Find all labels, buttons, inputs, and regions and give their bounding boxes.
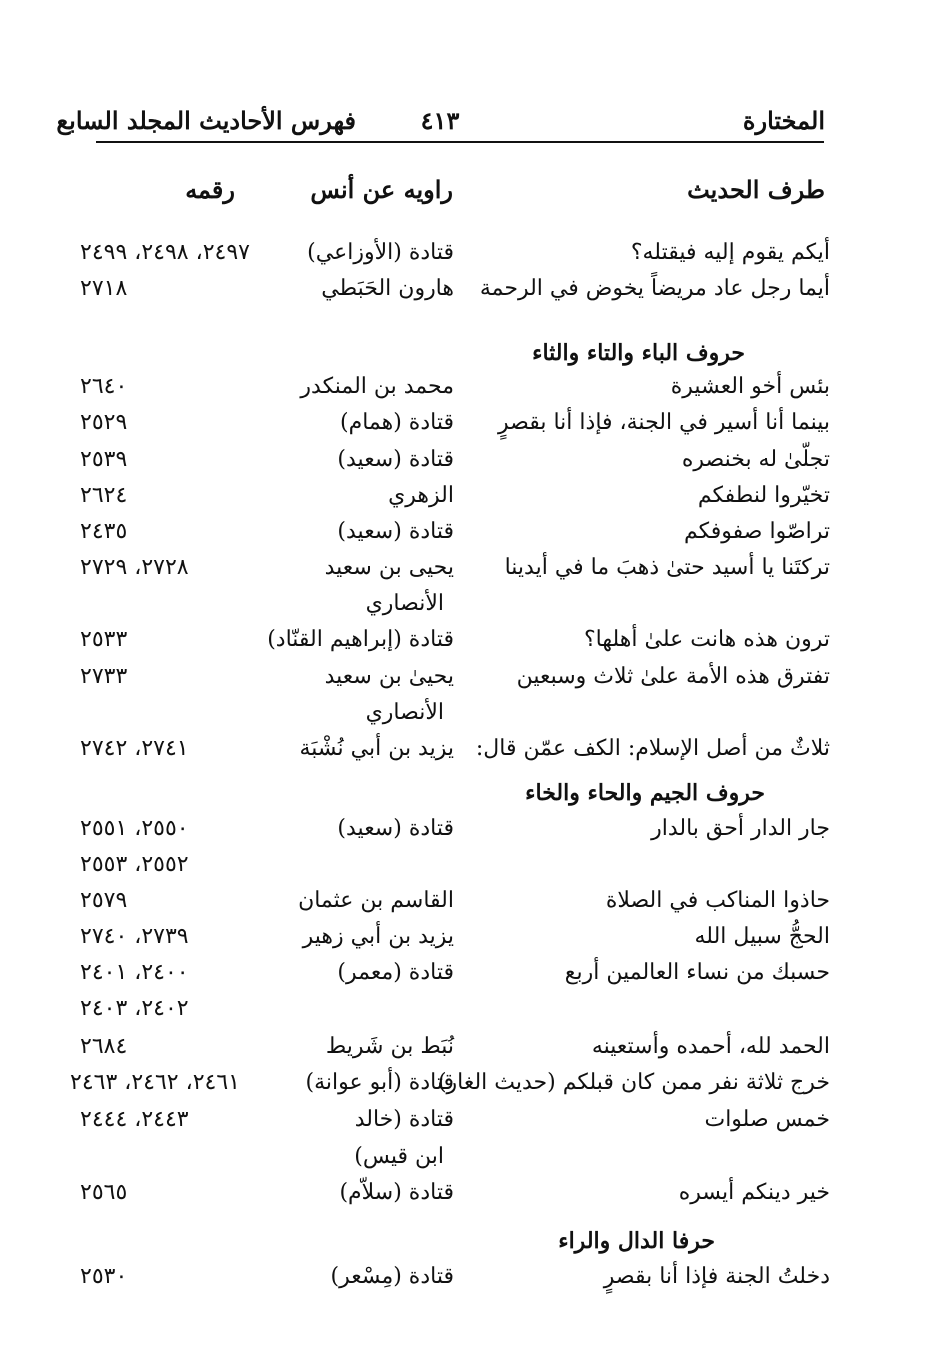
index-row bbox=[80, 555, 830, 591]
hadith-text: الحمد لله، أحمده وأستعينه bbox=[591, 1034, 830, 1059]
index-row bbox=[80, 1107, 830, 1143]
hadith-text: جار الدار أحق بالدار bbox=[651, 816, 830, 841]
index-row bbox=[80, 736, 830, 772]
hadith-number: ٢٦٢٤ bbox=[80, 483, 128, 508]
hadith-text: خرج ثلاثة نفر ممن كان قبلكم (حديث الغار) bbox=[437, 1070, 830, 1095]
index-row bbox=[80, 664, 830, 700]
narrator: يحيى بن سعيد bbox=[324, 555, 454, 580]
hadith-text: بينما أنا أسير في الجنة، فإذا أنا بقصرٍ bbox=[498, 410, 830, 435]
hadith-number: ٢٤٦١، ٢٤٦٢، ٢٤٦٣ bbox=[70, 1070, 240, 1095]
column-header-narrator: راويه عن أنس bbox=[310, 175, 453, 204]
hadith-text: دخلتُ الجنة فإذا أنا بقصرٍ bbox=[603, 1264, 830, 1289]
narrator: هارون الحَبَطي bbox=[321, 276, 454, 301]
index-row bbox=[80, 447, 830, 483]
hadith-number: ٢٥٣٩ bbox=[80, 447, 128, 472]
narrator: يزيد بن أبي نُشْبَة bbox=[299, 736, 454, 761]
hadith-text: تركتَنا يا أسيد حتىٰ ذهبَ ما في أيدينا bbox=[504, 555, 830, 580]
header-rule bbox=[96, 141, 824, 143]
index-row bbox=[80, 374, 830, 410]
index-row bbox=[80, 483, 830, 519]
hadith-number: ٢٧٣٩، ٢٧٤٠ bbox=[80, 924, 189, 949]
index-row bbox=[80, 519, 830, 555]
section-heading: حروف الجيم والحاء والخاء bbox=[525, 780, 765, 806]
narrator: قتادة (مِسْعر) bbox=[330, 1264, 454, 1289]
narrator: قتادة (سعيد) bbox=[337, 816, 454, 841]
narrator: قتادة (معمر) bbox=[337, 960, 454, 985]
hadith-text: حاذوا المناكب في الصلاة bbox=[605, 888, 830, 913]
index-row bbox=[80, 240, 830, 276]
index-row bbox=[80, 816, 830, 852]
index-row bbox=[80, 1264, 830, 1300]
hadith-number: ٢٥٢٩ bbox=[80, 410, 128, 435]
index-row bbox=[80, 410, 830, 446]
index-row bbox=[80, 700, 830, 736]
narrator: قتادة (سلاّم) bbox=[339, 1180, 454, 1205]
index-row bbox=[80, 591, 830, 627]
index-row bbox=[80, 924, 830, 960]
index-row bbox=[80, 627, 830, 663]
hadith-number: ٢٦٨٤ bbox=[80, 1034, 128, 1059]
hadith-number: ٢٥٥٢، ٢٥٥٣ bbox=[80, 852, 189, 877]
hadith-number: ٢٤٣٥ bbox=[80, 519, 128, 544]
narrator: الأنصاري bbox=[365, 700, 444, 725]
index-row bbox=[80, 888, 830, 924]
index-row bbox=[80, 276, 830, 312]
narrator: قتادة (إبراهيم القنّاد) bbox=[267, 627, 454, 652]
running-header-book: المختارة bbox=[742, 106, 825, 135]
page-number: ٤١٣ bbox=[420, 106, 460, 135]
hadith-text: تخيّروا لنطفكم bbox=[697, 483, 830, 508]
hadith-number: ٢٧٤١، ٢٧٤٢ bbox=[80, 736, 189, 761]
hadith-text: ترون هذه هانت علىٰ أهلها؟ bbox=[584, 627, 830, 652]
hadith-text: أيما رجل عاد مريضاً يخوض في الرحمة bbox=[479, 276, 830, 301]
hadith-number: ٢٧١٨ bbox=[80, 276, 128, 301]
hadith-text: ثلاثٌ من أصل الإسلام: الكف عمّن قال: bbox=[475, 736, 830, 761]
hadith-number: ٢٤٩٧، ٢٤٩٨، ٢٤٩٩ bbox=[80, 240, 250, 265]
hadith-number: ٢٦٤٠ bbox=[80, 374, 128, 399]
narrator: قتادة (سعيد) bbox=[337, 519, 454, 544]
column-header-hadith: طرف الحديث bbox=[687, 175, 825, 204]
index-row bbox=[80, 1144, 830, 1180]
hadith-text: حسبك من نساء العالمين أربع bbox=[564, 960, 830, 985]
narrator: محمد بن المنكدر bbox=[300, 374, 454, 399]
hadith-number: ٢٥٣٠ bbox=[80, 1264, 128, 1289]
hadith-number: ٢٥٦٥ bbox=[80, 1180, 128, 1205]
hadith-text: تجلّىٰ له بخنصره bbox=[681, 447, 830, 472]
hadith-number: ٢٤٤٣، ٢٤٤٤ bbox=[80, 1107, 189, 1132]
narrator: ابن قيس) bbox=[354, 1144, 444, 1169]
narrator: قتادة (سعيد) bbox=[337, 447, 454, 472]
index-row bbox=[80, 1180, 830, 1216]
hadith-number: ٢٤٠٢، ٢٤٠٣ bbox=[80, 996, 189, 1021]
hadith-text: خير دينكم أيسره bbox=[678, 1180, 830, 1205]
narrator: الزهري bbox=[388, 483, 454, 508]
narrator: قتادة (الأوزاعي) bbox=[307, 240, 454, 265]
hadith-text: خمس صلوات bbox=[704, 1107, 830, 1132]
hadith-text: تراصّوا صفوفكم bbox=[683, 519, 830, 544]
section-heading: حرفا الدال والراء bbox=[558, 1228, 715, 1254]
hadith-number: ٢٥٧٩ bbox=[80, 888, 128, 913]
narrator: القاسم بن عثمان bbox=[298, 888, 454, 913]
narrator: قتادة (همام) bbox=[340, 410, 454, 435]
hadith-text: تفترق هذه الأمة علىٰ ثلاث وسبعين bbox=[516, 664, 830, 689]
index-row bbox=[80, 852, 830, 888]
hadith-text: أيكم يقوم إليه فيقتله؟ bbox=[630, 240, 830, 265]
hadith-text: الحجُّ سبيل الله bbox=[694, 924, 830, 949]
hadith-number: ٢٧٢٨، ٢٧٢٩ bbox=[80, 555, 189, 580]
hadith-number: ٢٥٣٣ bbox=[80, 627, 128, 652]
section-heading: حروف الباء والتاء والثاء bbox=[532, 340, 745, 366]
column-header-number: رقمه bbox=[185, 175, 235, 204]
running-header-subtitle: فهرس الأحاديث المجلد السابع bbox=[56, 106, 356, 135]
hadith-number: ٢٥٥٠، ٢٥٥١ bbox=[80, 816, 189, 841]
narrator: الأنصاري bbox=[365, 591, 444, 616]
index-row bbox=[80, 960, 830, 996]
narrator: يحيىٰ بن سعيد bbox=[324, 664, 454, 689]
narrator: قتادة (خالد bbox=[354, 1107, 454, 1132]
hadith-text: بئس أخو العشيرة bbox=[670, 374, 830, 399]
index-row bbox=[80, 1034, 830, 1070]
index-row bbox=[80, 996, 830, 1032]
narrator: يزيد بن أبي زهير bbox=[302, 924, 454, 949]
narrator: نُبَط بن شَريط bbox=[325, 1034, 454, 1059]
hadith-number: ٢٧٣٣ bbox=[80, 664, 128, 689]
index-row bbox=[70, 1070, 830, 1106]
narrator: قتادة (أبو عوانة) bbox=[305, 1070, 454, 1095]
hadith-number: ٢٤٠٠، ٢٤٠١ bbox=[80, 960, 189, 985]
